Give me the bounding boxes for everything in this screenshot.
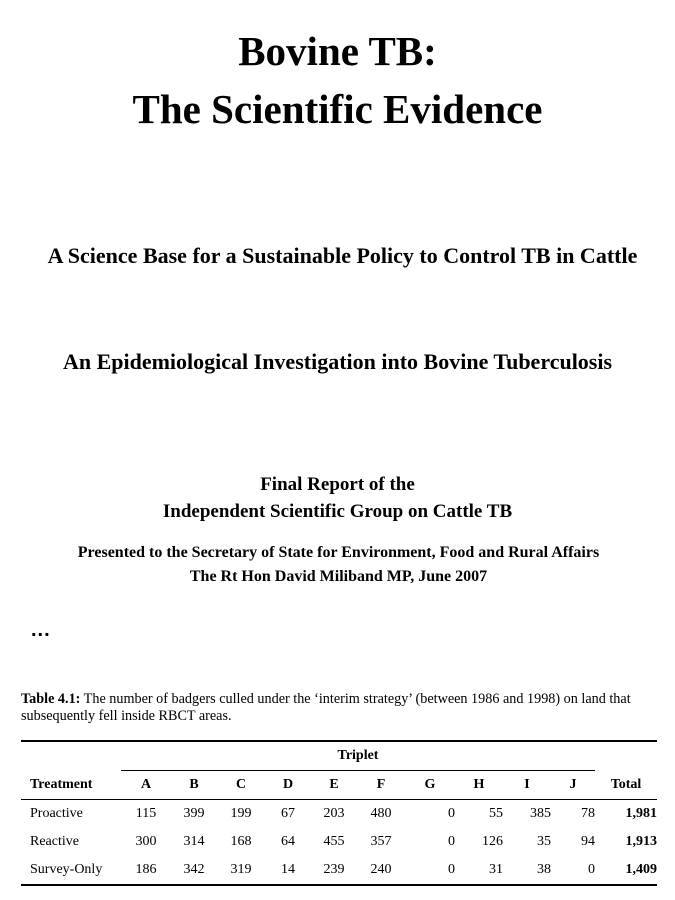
table-cell-total: 1,913 xyxy=(625,834,657,849)
table-cell: 240 xyxy=(357,856,405,885)
table-cell: 78 xyxy=(581,806,595,821)
column-header: Total xyxy=(595,771,657,800)
badgers-culled-table xyxy=(21,740,657,886)
column-header: A xyxy=(121,771,171,800)
table-cell: 67 xyxy=(281,806,295,821)
table-cell: Reactive xyxy=(30,834,79,849)
title-line-1: Bovine TB: xyxy=(238,28,437,74)
table-cell: 239 xyxy=(311,856,357,885)
table-cell: 186 xyxy=(121,856,171,885)
table-cell: 480 xyxy=(370,806,392,821)
table-cell: 55 xyxy=(489,806,503,821)
table-cell: 38 xyxy=(503,856,551,885)
document-title xyxy=(0,22,675,138)
table-caption xyxy=(21,691,657,725)
report-line-1: Final Report of the xyxy=(260,474,415,495)
column-header: E xyxy=(311,771,357,800)
column-header: C xyxy=(217,771,265,800)
table-row xyxy=(21,856,657,885)
table-cell: 199 xyxy=(230,806,252,821)
column-header: B xyxy=(171,771,217,800)
table-cell: 300 xyxy=(135,834,157,849)
table-cell: 0 xyxy=(448,806,455,821)
table-caption-label: Table 4.1: xyxy=(21,691,81,707)
table-cell: 35 xyxy=(537,834,551,849)
table-cell-total: 1,981 xyxy=(625,806,657,821)
column-header: H xyxy=(455,771,503,800)
table-cell: 314 xyxy=(183,834,205,849)
column-header: I xyxy=(503,771,551,800)
report-heading xyxy=(0,471,675,525)
table-cell: 0 xyxy=(551,856,595,885)
presented-to xyxy=(1,541,675,589)
table-cell: 385 xyxy=(530,806,551,821)
triplet-group-header: Triplet xyxy=(121,741,595,771)
table-cell: 126 xyxy=(482,834,503,849)
subtitle: A Science Base for a Sustainable Policy to Control TB in Cattle xyxy=(47,243,638,268)
table-cell: Survey-Only xyxy=(21,856,121,885)
table-cell: 203 xyxy=(323,806,345,821)
table-cell: Proactive xyxy=(30,806,83,821)
table-cell: 319 xyxy=(217,856,265,885)
table-cell: 0 xyxy=(448,834,455,849)
column-header: D xyxy=(265,771,311,800)
table-cell: 357 xyxy=(370,834,392,849)
report-line-2: Independent Scientific Group on Cattle TB xyxy=(162,501,513,522)
column-header: J xyxy=(551,771,595,800)
table-header-row xyxy=(21,771,657,800)
column-header: G xyxy=(405,771,455,800)
title-line-2: The Scientific Evidence xyxy=(132,86,543,132)
table-cell: 399 xyxy=(183,806,205,821)
table-row xyxy=(21,800,657,829)
table-row xyxy=(21,828,657,856)
table-cell: 168 xyxy=(230,834,252,849)
table-cell: 31 xyxy=(455,856,503,885)
presented-line-2: The Rt Hon David Miliband MP, June 2007 xyxy=(189,568,488,585)
table-cell: 94 xyxy=(581,834,595,849)
table-cell: 455 xyxy=(323,834,345,849)
table-cell-total: 1,409 xyxy=(595,856,657,885)
table-cell: 342 xyxy=(171,856,217,885)
table-cell: 64 xyxy=(281,834,295,849)
table-group-header-row xyxy=(21,741,657,771)
subtitle-secondary: An Epidemiological Investigation into Bovine Tuberculosis xyxy=(62,349,613,374)
table-cell: 0 xyxy=(405,856,455,885)
presented-line-1: Presented to the Secretary of State for Environment, Food and Rural Affairs xyxy=(77,544,600,561)
ellipsis-separator: ... xyxy=(31,619,51,641)
column-header: Treatment xyxy=(21,771,121,800)
table-cell: 115 xyxy=(135,806,157,821)
table-cell: 14 xyxy=(265,856,311,885)
column-header: F xyxy=(357,771,405,800)
table-caption-text: The number of badgers culled under the ‘interim strategy’ (between 1986 and 1998) on land that subsequently fell inside RBCT areas. xyxy=(21,691,631,724)
